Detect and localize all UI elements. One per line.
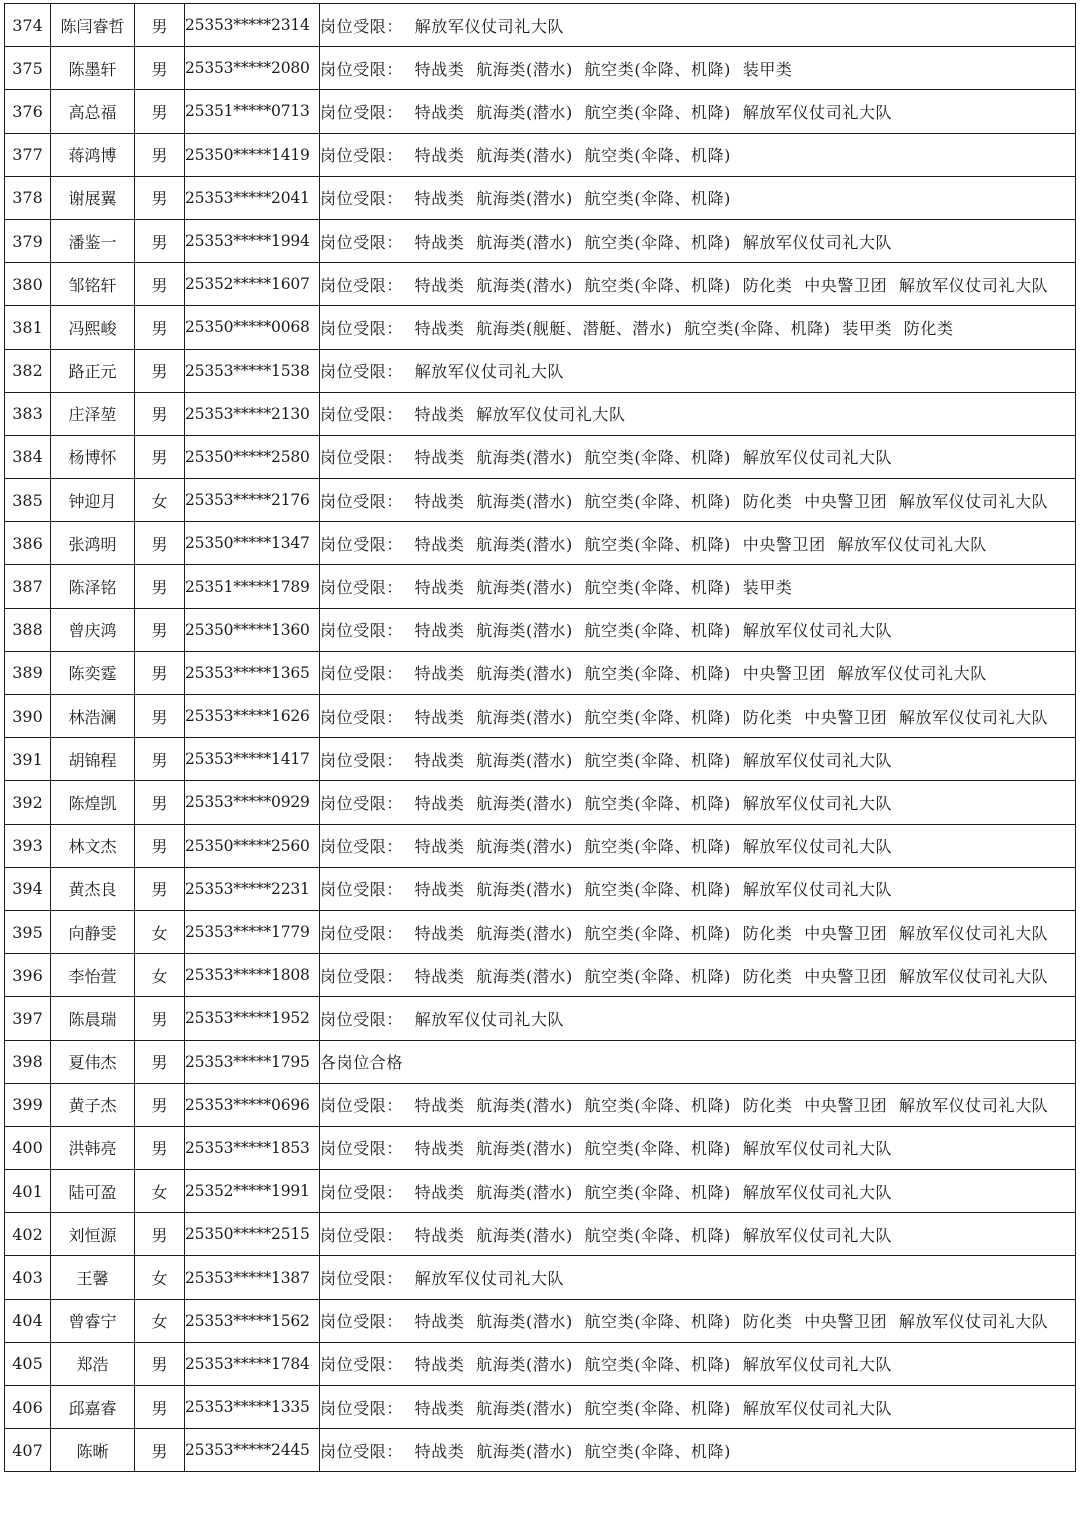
candidate-id: 25353*****0929 [185,781,320,824]
candidate-gender: 男 [135,1213,185,1256]
row-number: 386 [5,522,51,565]
row-number: 400 [5,1126,51,1169]
table-row [5,176,1076,219]
candidate-id: 25351*****0713 [185,90,320,133]
row-number: 377 [5,133,51,176]
table-row [5,522,1076,565]
position-restriction: 岗位受限： 解放军仪仗司礼大队 [320,4,1076,47]
position-restriction: 岗位受限： 特战类 航海类(舰艇、潜艇、潜水) 航空类(伞降、机降) 装甲类 防化类 [320,306,1076,349]
table-row [5,1170,1076,1213]
position-restriction: 岗位受限： 特战类 航海类(潜水) 航空类(伞降、机降) 解放军仪仗司礼大队 [320,219,1076,262]
candidate-id: 25353*****1952 [185,997,320,1040]
candidate-gender: 女 [135,910,185,953]
table-row [5,954,1076,997]
candidate-gender: 男 [135,1083,185,1126]
candidate-name: 黄杰良 [51,867,135,910]
row-number: 404 [5,1299,51,1342]
position-restriction: 岗位受限： 特战类 航海类(潜水) 航空类(伞降、机降) 防化类 中央警卫团 解放军仪仗司礼大队 [320,695,1076,738]
table-row [5,349,1076,392]
candidate-gender: 男 [135,1040,185,1083]
candidate-id: 25353*****1853 [185,1126,320,1169]
candidate-gender: 男 [135,608,185,651]
candidate-name: 邹铭轩 [51,263,135,306]
position-restriction: 岗位受限： 特战类 航海类(潜水) 航空类(伞降、机降) 解放军仪仗司礼大队 [320,1386,1076,1429]
candidate-gender: 男 [135,997,185,1040]
candidate-name: 冯熙峻 [51,306,135,349]
candidate-id: 25353*****2041 [185,176,320,219]
position-restriction: 岗位受限： 解放军仪仗司礼大队 [320,997,1076,1040]
candidate-id: 25350*****1419 [185,133,320,176]
table-row [5,824,1076,867]
candidate-name: 陈煌凯 [51,781,135,824]
position-restriction: 岗位受限： 特战类 航海类(潜水) 航空类(伞降、机降) 解放军仪仗司礼大队 [320,1213,1076,1256]
candidate-gender: 男 [135,4,185,47]
candidate-gender: 女 [135,479,185,522]
candidate-gender: 女 [135,1256,185,1299]
position-restriction: 岗位受限： 特战类 航海类(潜水) 航空类(伞降、机降) 解放军仪仗司礼大队 [320,435,1076,478]
candidate-name: 蒋鸿博 [51,133,135,176]
table-row [5,4,1076,47]
row-number: 394 [5,867,51,910]
candidate-gender: 男 [135,824,185,867]
table-row [5,1299,1076,1342]
row-number: 396 [5,954,51,997]
candidate-gender: 男 [135,219,185,262]
candidate-name: 林文杰 [51,824,135,867]
row-number: 392 [5,781,51,824]
candidate-gender: 男 [135,695,185,738]
candidate-name: 陈闫睿哲 [51,4,135,47]
row-number: 379 [5,219,51,262]
position-restriction: 岗位受限： 特战类 航海类(潜水) 航空类(伞降、机降) 防化类 中央警卫团 解放军仪仗司礼大队 [320,479,1076,522]
position-restriction: 岗位受限： 特战类 解放军仪仗司礼大队 [320,392,1076,435]
candidate-id: 25350*****1360 [185,608,320,651]
candidate-id: 25350*****0068 [185,306,320,349]
candidate-id: 25353*****2445 [185,1429,320,1472]
table-row [5,1213,1076,1256]
position-restriction: 岗位受限： 特战类 航海类(潜水) 航空类(伞降、机降) [320,133,1076,176]
candidate-gender: 男 [135,349,185,392]
table-row [5,867,1076,910]
position-restriction: 岗位受限： 特战类 航海类(潜水) 航空类(伞降、机降) 解放军仪仗司礼大队 [320,867,1076,910]
candidate-name: 胡锦程 [51,738,135,781]
position-restriction: 岗位受限： 特战类 航海类(潜水) 航空类(伞降、机降) 防化类 中央警卫团 解放军仪仗司礼大队 [320,910,1076,953]
candidate-gender: 男 [135,392,185,435]
candidate-name: 谢展翼 [51,176,135,219]
candidate-name: 刘恒源 [51,1213,135,1256]
row-number: 380 [5,263,51,306]
table-row [5,1083,1076,1126]
position-restriction: 岗位受限： 特战类 航海类(潜水) 航空类(伞降、机降) 解放军仪仗司礼大队 [320,608,1076,651]
candidate-id: 25353*****1808 [185,954,320,997]
candidate-name: 黄子杰 [51,1083,135,1126]
row-number: 398 [5,1040,51,1083]
table-row [5,1386,1076,1429]
candidate-gender: 男 [135,1342,185,1385]
candidate-gender: 男 [135,90,185,133]
row-number: 389 [5,651,51,694]
position-restriction: 岗位受限： 特战类 航海类(潜水) 航空类(伞降、机降) 解放军仪仗司礼大队 [320,1342,1076,1385]
position-restriction: 岗位受限： 解放军仪仗司礼大队 [320,1256,1076,1299]
position-restriction: 岗位受限： 特战类 航海类(潜水) 航空类(伞降、机降) 装甲类 [320,565,1076,608]
position-restriction: 岗位受限： 特战类 航海类(潜水) 航空类(伞降、机降) 中央警卫团 解放军仪仗司礼大队 [320,651,1076,694]
row-number: 382 [5,349,51,392]
candidate-id: 25353*****1562 [185,1299,320,1342]
position-restriction: 岗位受限： 特战类 航海类(潜水) 航空类(伞降、机降) [320,1429,1076,1472]
candidate-name: 夏伟杰 [51,1040,135,1083]
table-row [5,1429,1076,1472]
table-row [5,1126,1076,1169]
position-restriction: 各岗位合格 [320,1040,1076,1083]
row-number: 393 [5,824,51,867]
candidate-gender: 男 [135,263,185,306]
candidate-name: 潘鉴一 [51,219,135,262]
candidate-name: 李怡萱 [51,954,135,997]
candidate-name: 高总福 [51,90,135,133]
candidate-name: 王馨 [51,1256,135,1299]
row-number: 395 [5,910,51,953]
row-number: 378 [5,176,51,219]
row-number: 403 [5,1256,51,1299]
row-number: 406 [5,1386,51,1429]
candidate-gender: 男 [135,306,185,349]
row-number: 390 [5,695,51,738]
candidate-id: 25350*****1347 [185,522,320,565]
candidate-gender: 女 [135,1170,185,1213]
position-restriction: 岗位受限： 特战类 航海类(潜水) 航空类(伞降、机降) 解放军仪仗司礼大队 [320,1126,1076,1169]
candidate-gender: 男 [135,651,185,694]
candidate-name: 陆可盈 [51,1170,135,1213]
candidate-name: 曾睿宁 [51,1299,135,1342]
candidate-name: 洪韩亮 [51,1126,135,1169]
position-restriction: 岗位受限： 解放军仪仗司礼大队 [320,349,1076,392]
position-restriction: 岗位受限： 特战类 航海类(潜水) 航空类(伞降、机降) [320,176,1076,219]
row-number: 388 [5,608,51,651]
position-restriction: 岗位受限： 特战类 航海类(潜水) 航空类(伞降、机降) 中央警卫团 解放军仪仗司礼大队 [320,522,1076,565]
candidate-name: 曾庆鸿 [51,608,135,651]
candidate-id: 25353*****2231 [185,867,320,910]
candidate-id: 25353*****1335 [185,1386,320,1429]
candidate-gender: 女 [135,954,185,997]
candidate-id: 25353*****1795 [185,1040,320,1083]
table-row [5,47,1076,90]
candidate-id: 25353*****2130 [185,392,320,435]
candidate-id: 25353*****1387 [185,1256,320,1299]
candidate-id: 25350*****2515 [185,1213,320,1256]
candidate-name: 林浩澜 [51,695,135,738]
table-row [5,1040,1076,1083]
table-row [5,306,1076,349]
roster-body [5,4,1076,1472]
position-restriction: 岗位受限： 特战类 航海类(潜水) 航空类(伞降、机降) 防化类 中央警卫团 解放军仪仗司礼大队 [320,1083,1076,1126]
candidate-name: 陈奕霆 [51,651,135,694]
row-number: 402 [5,1213,51,1256]
position-restriction: 岗位受限： 特战类 航海类(潜水) 航空类(伞降、机降) 装甲类 [320,47,1076,90]
candidate-id: 25353*****1779 [185,910,320,953]
candidate-id: 25352*****1607 [185,263,320,306]
table-row [5,90,1076,133]
candidate-name: 路正元 [51,349,135,392]
candidate-id: 25353*****1538 [185,349,320,392]
candidate-id: 25353*****1784 [185,1342,320,1385]
candidate-id: 25353*****2314 [185,4,320,47]
candidate-id: 25353*****0696 [185,1083,320,1126]
table-row [5,1342,1076,1385]
position-restriction: 岗位受限： 特战类 航海类(潜水) 航空类(伞降、机降) 解放军仪仗司礼大队 [320,90,1076,133]
table-row [5,781,1076,824]
row-number: 399 [5,1083,51,1126]
row-number: 374 [5,4,51,47]
candidate-id: 25350*****2580 [185,435,320,478]
position-restriction: 岗位受限： 特战类 航海类(潜水) 航空类(伞降、机降) 解放军仪仗司礼大队 [320,738,1076,781]
row-number: 376 [5,90,51,133]
position-restriction: 岗位受限： 特战类 航海类(潜水) 航空类(伞降、机降) 解放军仪仗司礼大队 [320,781,1076,824]
table-row [5,997,1076,1040]
candidate-id: 25351*****1789 [185,565,320,608]
table-row [5,738,1076,781]
position-restriction: 岗位受限： 特战类 航海类(潜水) 航空类(伞降、机降) 防化类 中央警卫团 解放军仪仗司礼大队 [320,263,1076,306]
candidate-name: 陈晰 [51,1429,135,1472]
position-restriction: 岗位受限： 特战类 航海类(潜水) 航空类(伞降、机降) 防化类 中央警卫团 解放军仪仗司礼大队 [320,1299,1076,1342]
candidate-gender: 男 [135,133,185,176]
row-number: 385 [5,479,51,522]
candidate-name: 陈晨瑞 [51,997,135,1040]
candidate-gender: 男 [135,47,185,90]
roster-table [4,3,1076,1472]
table-row [5,263,1076,306]
candidate-gender: 男 [135,738,185,781]
candidate-gender: 男 [135,435,185,478]
table-row [5,133,1076,176]
candidate-gender: 男 [135,867,185,910]
candidate-id: 25353*****1365 [185,651,320,694]
table-row [5,608,1076,651]
table-row [5,695,1076,738]
table-row [5,435,1076,478]
candidate-id: 25353*****2176 [185,479,320,522]
table-row [5,565,1076,608]
candidate-gender: 男 [135,1126,185,1169]
candidate-name: 陈墨轩 [51,47,135,90]
row-number: 381 [5,306,51,349]
candidate-name: 向静雯 [51,910,135,953]
position-restriction: 岗位受限： 特战类 航海类(潜水) 航空类(伞降、机降) 防化类 中央警卫团 解放军仪仗司礼大队 [320,954,1076,997]
table-row [5,479,1076,522]
candidate-id: 25353*****2080 [185,47,320,90]
table-row [5,910,1076,953]
row-number: 397 [5,997,51,1040]
candidate-id: 25350*****2560 [185,824,320,867]
position-restriction: 岗位受限： 特战类 航海类(潜水) 航空类(伞降、机降) 解放军仪仗司礼大队 [320,1170,1076,1213]
candidate-id: 25353*****1994 [185,219,320,262]
candidate-gender: 男 [135,1386,185,1429]
candidate-gender: 男 [135,522,185,565]
candidate-gender: 男 [135,781,185,824]
candidate-id: 25352*****1991 [185,1170,320,1213]
candidate-name: 庄泽堃 [51,392,135,435]
candidate-name: 郑浩 [51,1342,135,1385]
candidate-name: 邱嘉睿 [51,1386,135,1429]
table-row [5,651,1076,694]
candidate-name: 陈泽铭 [51,565,135,608]
candidate-gender: 男 [135,1429,185,1472]
row-number: 384 [5,435,51,478]
table-row [5,219,1076,262]
candidate-name: 钟迎月 [51,479,135,522]
row-number: 405 [5,1342,51,1385]
row-number: 383 [5,392,51,435]
candidate-name: 杨博怀 [51,435,135,478]
row-number: 407 [5,1429,51,1472]
candidate-id: 25353*****1626 [185,695,320,738]
row-number: 391 [5,738,51,781]
candidate-gender: 女 [135,1299,185,1342]
row-number: 401 [5,1170,51,1213]
candidate-gender: 男 [135,176,185,219]
candidate-id: 25353*****1417 [185,738,320,781]
candidate-gender: 男 [135,565,185,608]
row-number: 387 [5,565,51,608]
table-row [5,1256,1076,1299]
candidate-name: 张鸿明 [51,522,135,565]
position-restriction: 岗位受限： 特战类 航海类(潜水) 航空类(伞降、机降) 解放军仪仗司礼大队 [320,824,1076,867]
row-number: 375 [5,47,51,90]
table-row [5,392,1076,435]
